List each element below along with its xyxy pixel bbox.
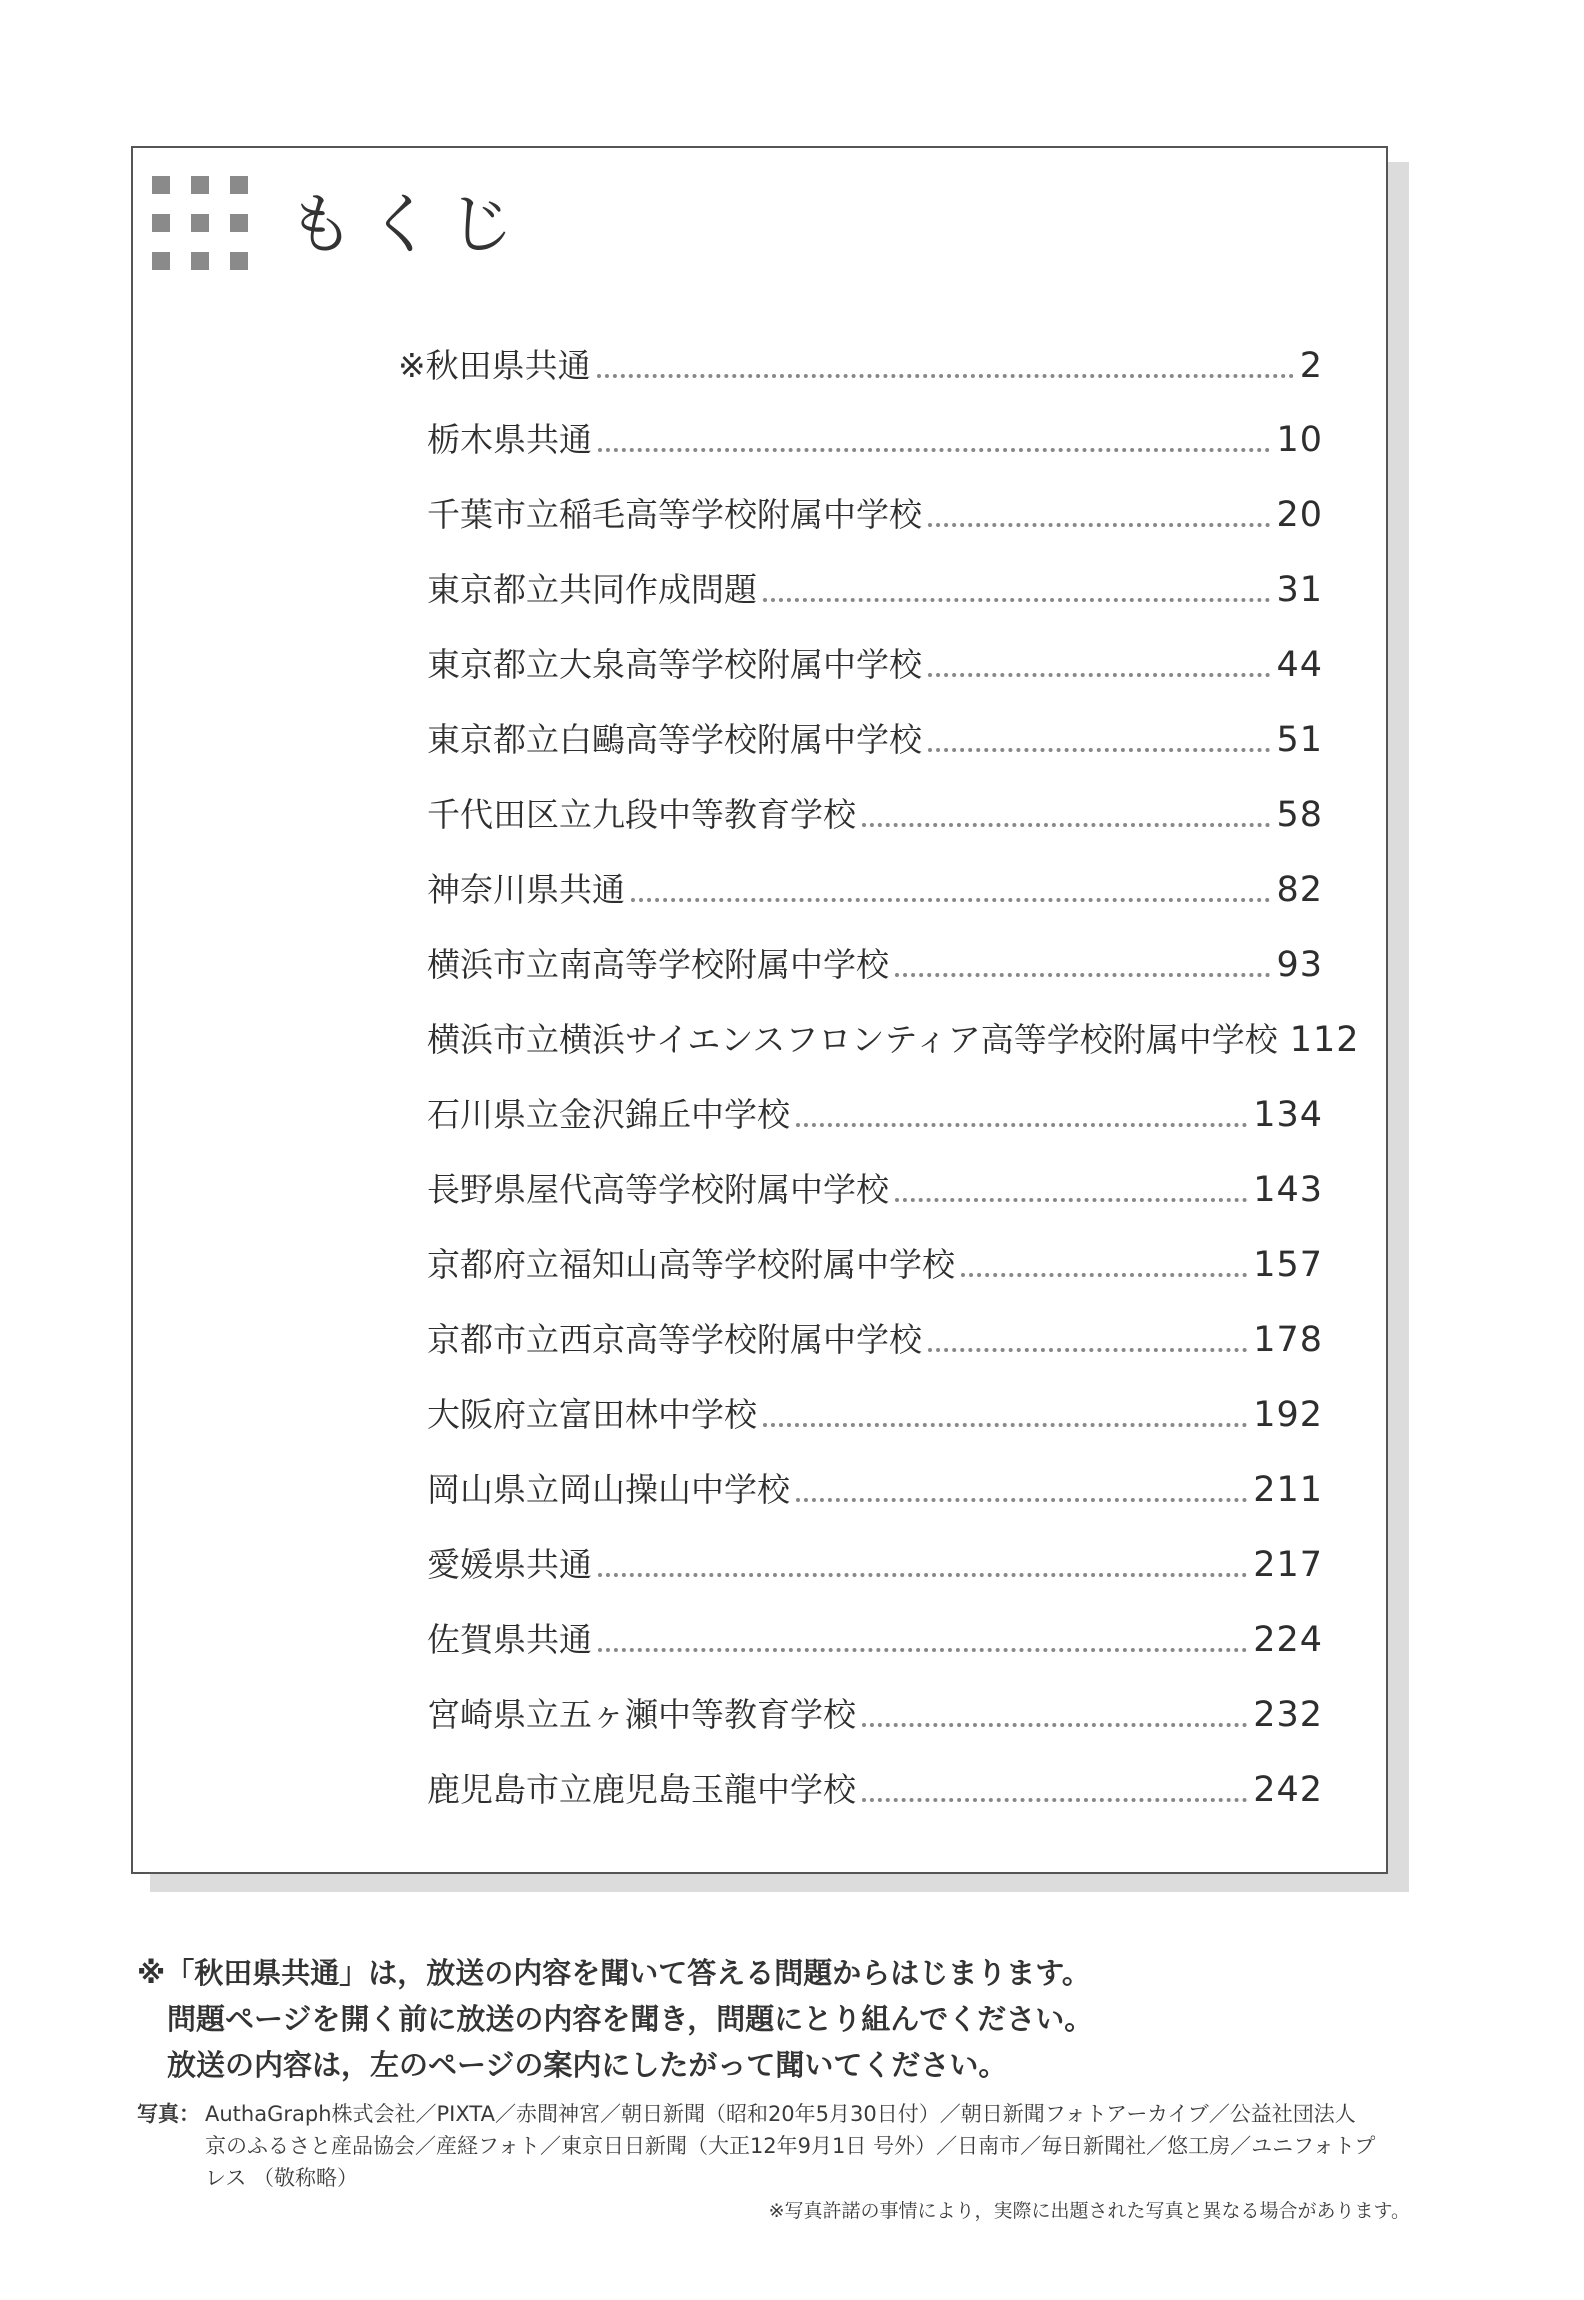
photo-credits-label: 写真： (137, 2102, 200, 2126)
toc-entry-page: 143 (1253, 1170, 1323, 1210)
toc-entry-page: 51 (1276, 720, 1323, 760)
toc-leader (598, 1573, 1247, 1577)
toc-entry[interactable] (427, 1693, 1323, 1737)
toc-entry-label: ※秋田県共通 (398, 346, 591, 385)
toc-entry-label: 神奈川県共通 (427, 870, 625, 909)
toc-leader (598, 448, 1270, 452)
toc-entry-label: 愛媛県共通 (427, 1545, 592, 1584)
toc-leader (961, 1273, 1247, 1277)
toc-entry-page: 134 (1253, 1095, 1323, 1135)
toc-box (131, 146, 1388, 1874)
toc-leader (928, 748, 1270, 752)
toc-entry-label: 東京都立共同作成問題 (427, 570, 757, 609)
toc-entry-label: 石川県立金沢錦丘中学校 (427, 1095, 790, 1134)
toc-entry-label: 東京都立大泉高等学校附属中学校 (427, 645, 922, 684)
toc-entry[interactable] (427, 568, 1323, 612)
toc-entry[interactable] (427, 1468, 1323, 1512)
toc-entry-label: 佐賀県共通 (427, 1620, 592, 1659)
toc-entry[interactable] (427, 1618, 1323, 1662)
toc-leader (928, 523, 1270, 527)
toc-entry-label: 大阪府立富田林中学校 (427, 1395, 757, 1434)
toc-entry-page: 211 (1253, 1470, 1323, 1510)
toc-entry-page: 2 (1299, 346, 1323, 386)
page-title: もくじ (288, 186, 528, 263)
toc-leader (597, 374, 1294, 378)
toc-leader (895, 973, 1270, 977)
toc-entry-label: 千葉市立稲毛高等学校附属中学校 (427, 495, 922, 534)
toc-entry-label: 岡山県立岡山操山中学校 (427, 1470, 790, 1509)
credits-line: AuthaGraph株式会社／PIXTA／赤間神宮／朝日新聞（昭和20年5月30日付）／朝日新聞フォトアーカイブ／公益社団法人 (205, 2102, 1356, 2126)
toc-entry[interactable] (427, 1093, 1323, 1137)
toc-entry[interactable] (398, 344, 1323, 388)
toc-leader (796, 1498, 1247, 1502)
toc-entry-page: 157 (1253, 1245, 1323, 1285)
toc-entry-page: 224 (1253, 1620, 1323, 1660)
toc-entry[interactable] (427, 718, 1323, 762)
listening-note (137, 1950, 1093, 2088)
toc-leader (928, 673, 1270, 677)
photo-credits-text (205, 2098, 1425, 2194)
toc-leader (763, 598, 1270, 602)
note-line: 問題ページを開く前に放送の内容を聞き，問題にとり組んでください。 (167, 2002, 1094, 2036)
toc-entry-page: 178 (1253, 1320, 1323, 1360)
toc-entry-page: 44 (1276, 645, 1323, 685)
toc-entry[interactable] (427, 1318, 1323, 1362)
toc-leader (796, 1123, 1247, 1127)
toc-entry-label: 鹿児島市立鹿児島玉龍中学校 (427, 1770, 856, 1809)
dot-grid-icon (152, 176, 248, 272)
toc-entry-page: 93 (1276, 945, 1323, 985)
toc-entry-page: 217 (1253, 1545, 1323, 1585)
toc-entry-label: 横浜市立南高等学校附属中学校 (427, 945, 889, 984)
toc-entry-label: 長野県屋代高等学校附属中学校 (427, 1170, 889, 1209)
toc-entry[interactable] (427, 943, 1323, 987)
toc-entry[interactable] (427, 1768, 1323, 1812)
toc-entry-page: 242 (1253, 1770, 1323, 1810)
toc-entry[interactable] (427, 1168, 1323, 1212)
toc-leader (598, 1648, 1247, 1652)
toc-leader (862, 1723, 1247, 1727)
toc-leader (895, 1198, 1247, 1202)
toc-entry-page: 232 (1253, 1695, 1323, 1735)
toc-entry[interactable] (427, 793, 1323, 837)
credits-line: 京のふるさと産品協会／産経フォト／東京日日新聞（大正12年9月1日 号外）／日南市／毎日新聞社／悠工房／ユニフォトプ (205, 2134, 1376, 2158)
toc-leader (928, 1348, 1247, 1352)
toc-entry[interactable] (427, 418, 1323, 462)
toc-entry-page: 112 (1289, 1020, 1360, 1060)
toc-entry-label: 栃木県共通 (427, 420, 592, 459)
toc-entry[interactable] (427, 1018, 1360, 1062)
toc-leader (763, 1423, 1247, 1427)
note-line: 放送の内容は，左のページの案内にしたがって聞いてください。 (167, 2048, 1008, 2082)
toc-entry-page: 82 (1276, 870, 1323, 910)
toc-entry-label: 京都市立西京高等学校附属中学校 (427, 1320, 922, 1359)
toc-entry-page: 20 (1276, 495, 1323, 535)
toc-entry-label: 京都府立福知山高等学校附属中学校 (427, 1245, 955, 1284)
toc-entry-page: 31 (1276, 570, 1323, 610)
toc-entry[interactable] (427, 643, 1323, 687)
toc-entry[interactable] (427, 1243, 1323, 1287)
toc-entry-label: 東京都立白鷗高等学校附属中学校 (427, 720, 922, 759)
photo-disclaimer: ※写真許諾の事情により，実際に出題された写真と異なる場合があります。 (768, 2200, 1410, 2222)
toc-entry-page: 10 (1276, 420, 1323, 460)
toc-entry-page: 58 (1276, 795, 1323, 835)
toc-entry-label: 千代田区立九段中等教育学校 (427, 795, 856, 834)
toc-entry-page: 192 (1253, 1395, 1323, 1435)
toc-leader (862, 1798, 1247, 1802)
toc-entry[interactable] (427, 868, 1323, 912)
toc-entry-label: 宮崎県立五ヶ瀬中等教育学校 (427, 1695, 856, 1734)
toc-entry[interactable] (427, 1393, 1323, 1437)
note-line: ※「秋田県共通」は，放送の内容を聞いて答える問題からはじまります。 (137, 1956, 1091, 1990)
credits-line: レス （敬称略） (205, 2166, 359, 2190)
toc-leader (631, 898, 1270, 902)
toc-leader (862, 823, 1270, 827)
toc-entry[interactable] (427, 493, 1323, 537)
toc-entry-label: 横浜市立横浜サイエンスフロンティア高等学校附属中学校 (427, 1020, 1278, 1059)
toc-entry[interactable] (427, 1543, 1323, 1587)
